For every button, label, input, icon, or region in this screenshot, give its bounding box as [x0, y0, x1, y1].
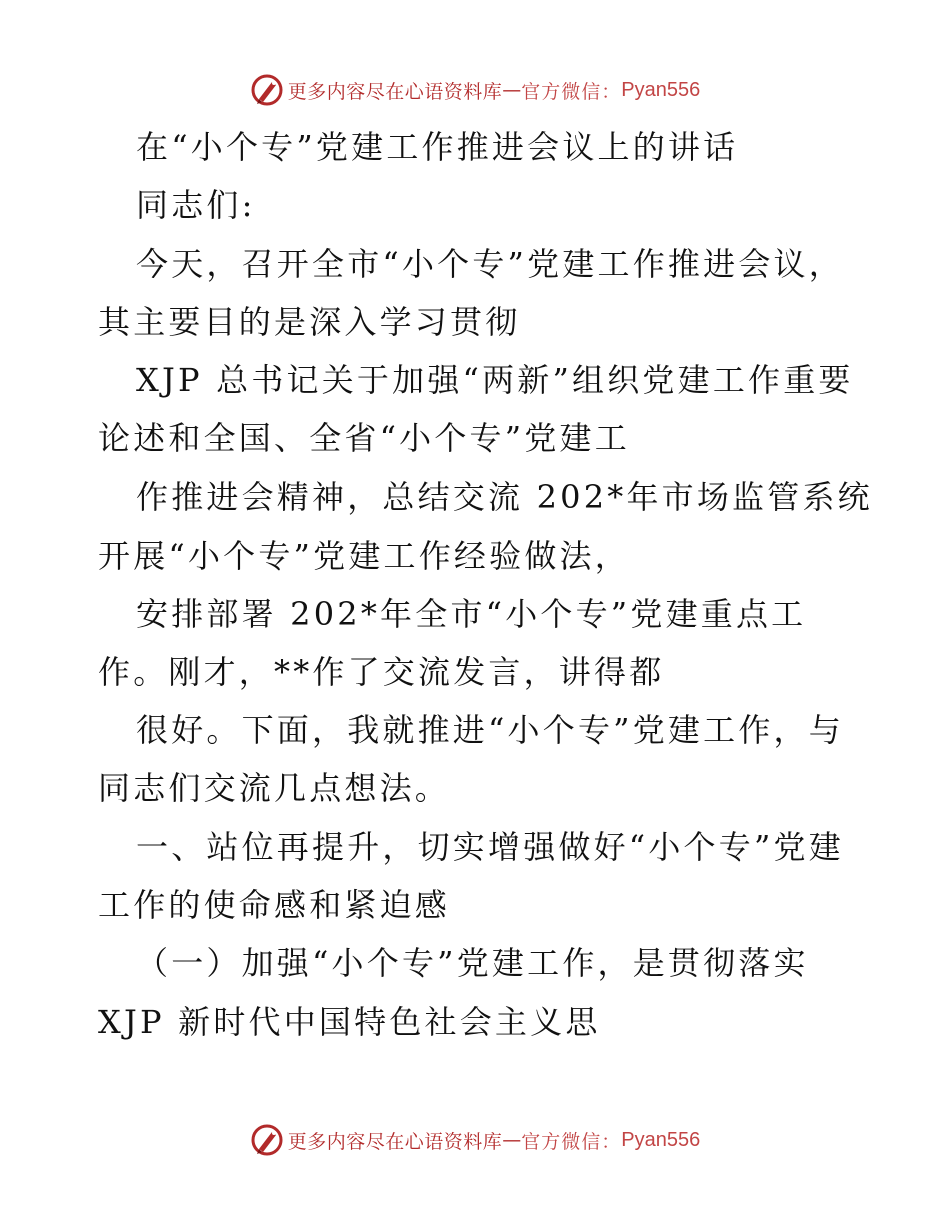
pen-logo-icon — [250, 1123, 284, 1157]
watermark-banner-bottom — [0, 1120, 950, 1160]
text-line: 其主要目的是深入学习贯彻 — [98, 303, 521, 341]
section-heading-continued: 工作的使命感和紧迫感 — [98, 886, 451, 924]
text-line: 作推进会精神，总结交流 202*年市场监管系统 — [136, 478, 873, 516]
text-line: 作。刚才，**作了交流发言，讲得都 — [98, 653, 665, 691]
text-line: 开展“小个专”党建工作经验做法， — [98, 537, 630, 575]
watermark-text: 更多内容尽在心语资料库 — [287, 1130, 503, 1153]
text-line: XJP 新时代中国特色社会主义思 — [98, 1003, 601, 1041]
watermark-wechat-id: Pyan556 — [621, 78, 701, 101]
text-line: 今天，召开全市“小个专”党建工作推进会议， — [136, 245, 844, 283]
watermark-text: 更多内容尽在心语资料库 — [287, 80, 503, 103]
watermark-separator: — — [502, 79, 522, 101]
watermark-separator: — — [502, 1129, 522, 1151]
watermark-wechat-label: 官方微信： — [521, 1130, 622, 1153]
section-heading: 一、站位再提升，切实增强做好“小个专”党建 — [136, 828, 844, 866]
text-line: 论述和全国、全省“小个专”党建工 — [98, 419, 630, 457]
text-line: XJP 总书记关于加强“两新”组织党建工作重要 — [136, 361, 854, 399]
document-title: 在“小个专”党建工作推进会议上的讲话 — [136, 128, 739, 166]
watermark-wechat-label: 官方微信： — [521, 80, 622, 103]
subsection-heading: （一）加强“小个专”党建工作，是贯彻落实 — [136, 944, 809, 982]
text-line: 同志们交流几点想法。 — [98, 769, 451, 807]
text-line: 安排部署 202*年全市“小个专”党建重点工 — [136, 595, 807, 633]
watermark-wechat-id: Pyan556 — [621, 1128, 701, 1151]
pen-logo-icon — [250, 73, 284, 107]
watermark-banner-top — [0, 70, 950, 110]
salutation: 同志们: — [136, 186, 256, 224]
text-line: 很好。下面，我就推进“小个专”党建工作，与 — [136, 711, 844, 749]
